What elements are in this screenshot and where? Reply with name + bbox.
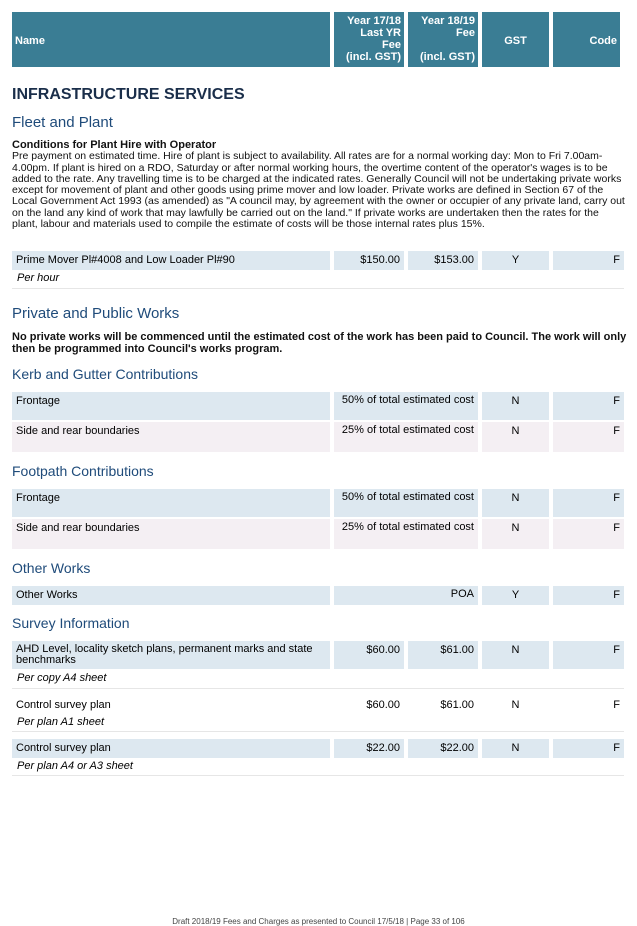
row-fee: 50% of total estimated cost bbox=[334, 392, 478, 420]
row-code: F bbox=[613, 699, 620, 711]
table-row bbox=[12, 422, 624, 452]
row-fee: 25% of total estimated cost bbox=[334, 422, 478, 452]
row-code: F bbox=[553, 422, 624, 452]
row-gst: N bbox=[482, 392, 549, 420]
header-gst: GST bbox=[482, 12, 549, 67]
row-fee: 50% of total estimated cost bbox=[334, 489, 478, 517]
row-name: Control survey plan bbox=[12, 739, 330, 758]
table-row bbox=[12, 519, 624, 549]
table-row bbox=[12, 251, 624, 270]
row-name: Control survey plan bbox=[16, 699, 111, 711]
row-fee-17: $22.00 bbox=[334, 739, 404, 758]
row-note: Per copy A4 sheet bbox=[12, 672, 624, 689]
table-row bbox=[12, 696, 624, 715]
row-name: Side and rear boundaries bbox=[12, 519, 330, 549]
row-name: AHD Level, locality sketch plans, permanent marks and state benchmarks bbox=[12, 641, 330, 669]
row-note: Per plan A1 sheet bbox=[12, 716, 624, 732]
kerb-heading: Kerb and Gutter Contributions bbox=[12, 366, 198, 382]
row-code: F bbox=[553, 519, 624, 549]
row-fee-18: $61.00 bbox=[440, 699, 474, 711]
section-title: INFRASTRUCTURE SERVICES bbox=[12, 86, 245, 103]
row-code: F bbox=[553, 251, 624, 270]
table-row bbox=[12, 739, 624, 758]
row-fee-18: $61.00 bbox=[408, 641, 478, 669]
footpath-heading: Footpath Contributions bbox=[12, 463, 154, 479]
header-year-18-19: Year 18/19 Fee (incl. GST) bbox=[408, 12, 478, 67]
row-name: Frontage bbox=[12, 392, 330, 420]
private-works-text: No private works will be commenced until the estimated cost of the work has been paid to Council. The work will only then be programmed into Council's works program. bbox=[12, 331, 627, 355]
row-name: Frontage bbox=[12, 489, 330, 517]
row-note: Per hour bbox=[12, 272, 624, 289]
conditions-title: Conditions for Plant Hire with Operator bbox=[12, 139, 217, 151]
other-works-heading: Other Works bbox=[12, 560, 91, 576]
table-header bbox=[12, 12, 624, 67]
row-code: F bbox=[553, 586, 624, 605]
row-name: Prime Mover Pl#4008 and Low Loader Pl#90 bbox=[12, 251, 330, 270]
table-row bbox=[12, 489, 624, 517]
row-fee-18: $153.00 bbox=[408, 251, 478, 270]
table-row bbox=[12, 586, 624, 605]
row-fee-17: $60.00 bbox=[366, 699, 400, 711]
header-year-17-18: Year 17/18 Last YR Fee (incl. GST) bbox=[334, 12, 404, 67]
header-name: Name bbox=[12, 12, 330, 67]
row-fee-18: $22.00 bbox=[408, 739, 478, 758]
row-gst: N bbox=[482, 519, 549, 549]
row-code: F bbox=[553, 739, 624, 758]
row-name: Side and rear boundaries bbox=[12, 422, 330, 452]
table-row bbox=[12, 392, 624, 420]
row-code: F bbox=[553, 489, 624, 517]
row-gst: Y bbox=[482, 586, 549, 605]
row-fee-17: $60.00 bbox=[334, 641, 404, 669]
row-code: F bbox=[553, 392, 624, 420]
conditions-text: Pre payment on estimated time. Hire of plant is subject to availability. All rates are for a normal working day: Mon to Fri 7.00am-4.00pm. If plant is hired on a RDO, Saturday or after normal working hours, the overtime content of the operator's wages is to be added to the rate. Any travelling time is to be charged at the indicated rates. Generally Council will not be undertaking private works except for movement of plant and other goods using prime mover and low loader. Private works are defined in Section 67 of the Local Government Act 1993 (as amended) as "A council may, by agreement with the owner or occupier of any private land, carry out on the land any kind of work that may lawfully be carried out on the land." If private works are undertaken then the rates for the plant, labour and materials used to compile the estimate of costs will be those internal rates plus 15%. bbox=[12, 150, 625, 231]
fleet-heading: Fleet and Plant bbox=[12, 114, 113, 131]
row-note: Per plan A4 or A3 sheet bbox=[12, 760, 624, 776]
row-gst: N bbox=[511, 699, 520, 711]
survey-heading: Survey Information bbox=[12, 615, 130, 631]
table-row bbox=[12, 641, 624, 669]
row-name: Other Works bbox=[12, 586, 330, 605]
page-footer: Draft 2018/19 Fees and Charges as presented to Council 17/5/18 | Page 33 of 106 bbox=[172, 917, 465, 926]
row-fee: POA bbox=[334, 586, 478, 605]
row-gst: N bbox=[482, 489, 549, 517]
row-gst: N bbox=[482, 641, 549, 669]
row-code: F bbox=[553, 641, 624, 669]
private-works-heading: Private and Public Works bbox=[12, 305, 180, 322]
row-fee-17: $150.00 bbox=[334, 251, 404, 270]
header-code: Code bbox=[553, 12, 620, 67]
row-fee: 25% of total estimated cost bbox=[334, 519, 478, 549]
row-gst: N bbox=[482, 739, 549, 758]
row-gst: Y bbox=[482, 251, 549, 270]
row-gst: N bbox=[482, 422, 549, 452]
